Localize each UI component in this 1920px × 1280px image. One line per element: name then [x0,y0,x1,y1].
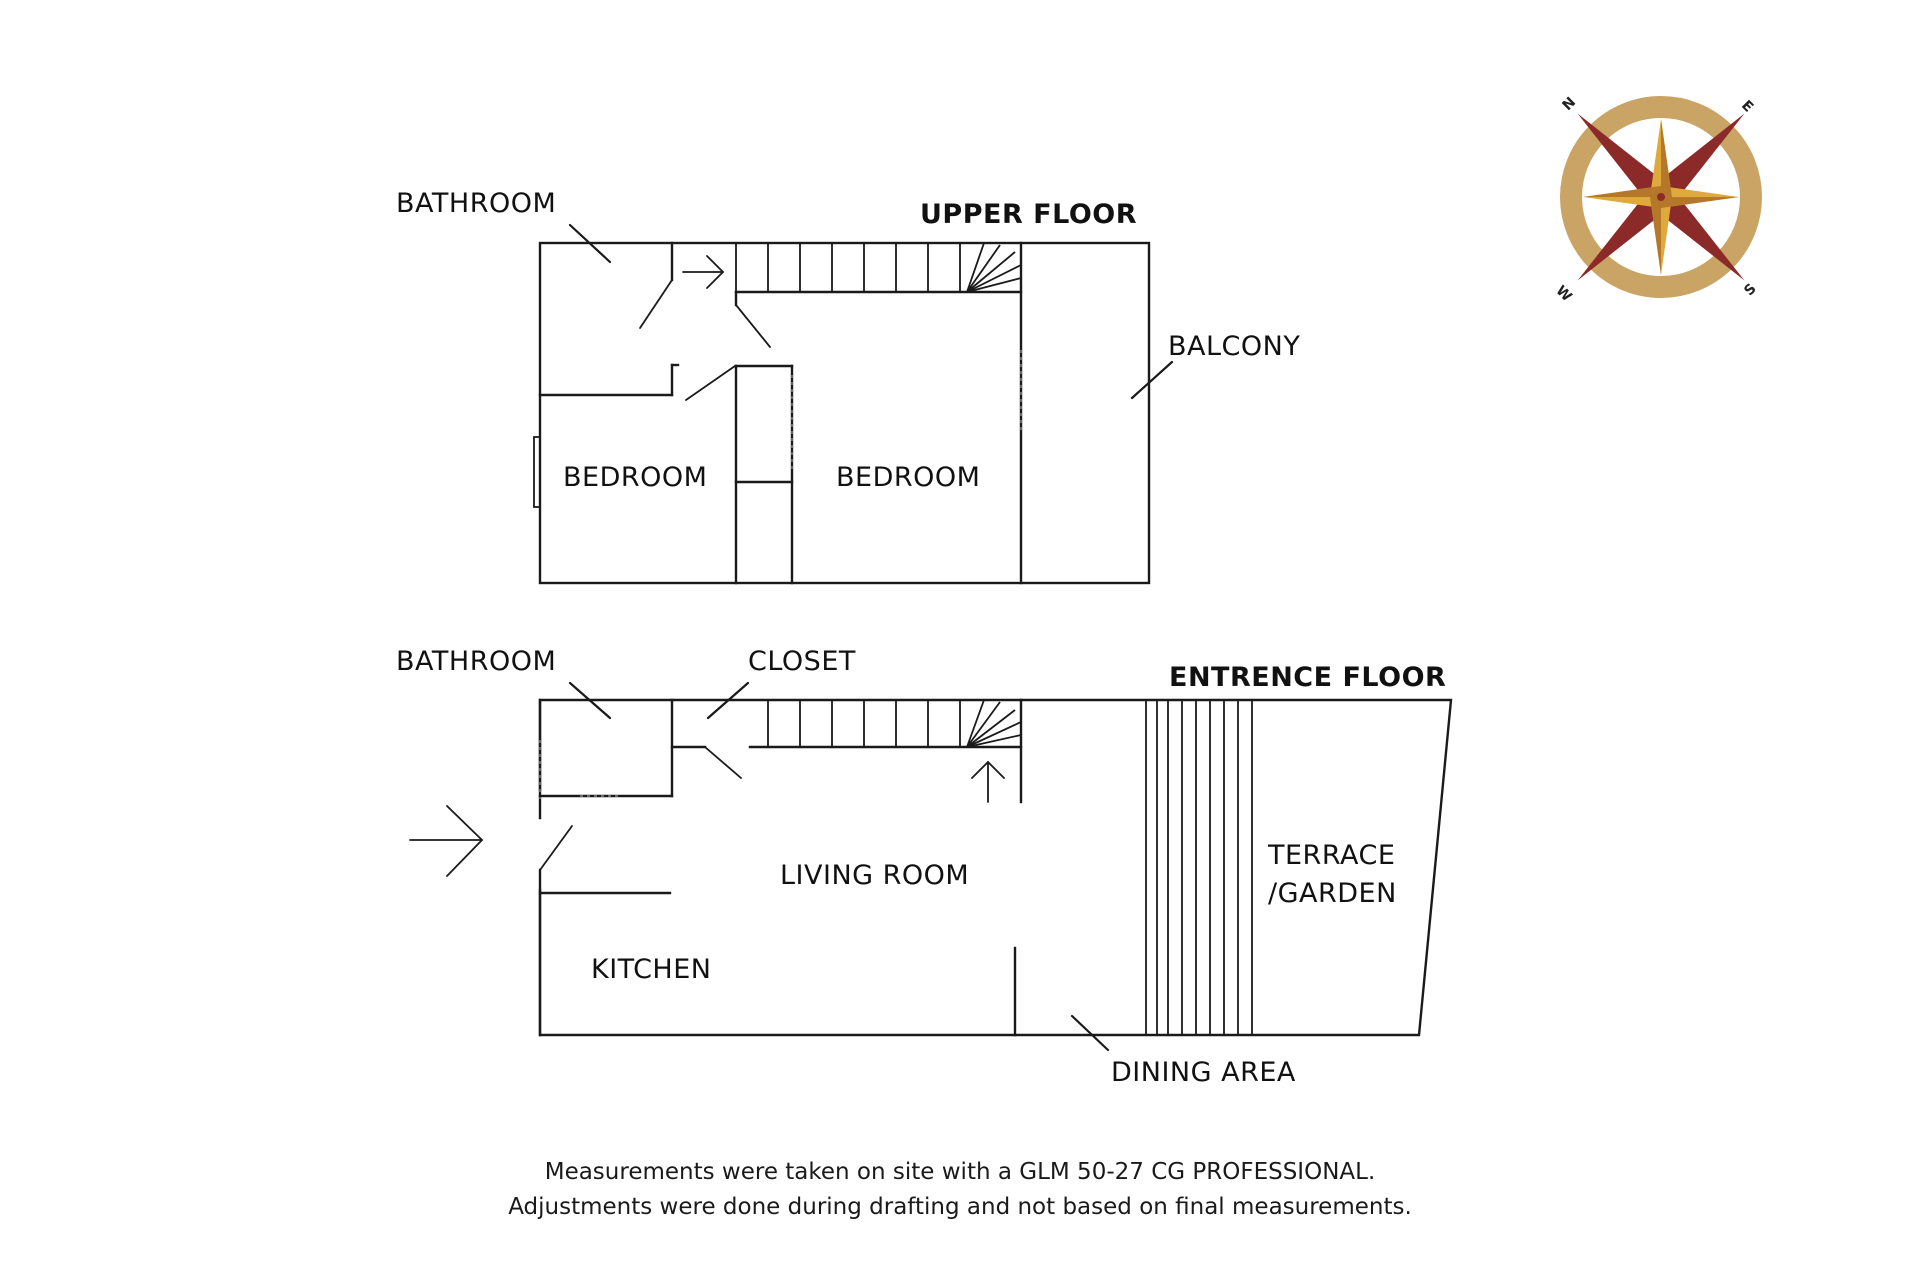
upper-bathroom-label: BATHROOM [396,188,557,219]
entrance-bathroom-label: BATHROOM [396,646,557,677]
entrance-door [540,826,572,1035]
dining-area-label: DINING AREA [1111,1057,1296,1088]
terrace-label-line1: TERRACE [1268,840,1396,871]
entrance-arrow-icon [410,806,482,876]
compass-south-label: S [1741,280,1760,300]
upper-bathroom-walls [540,243,678,395]
compass-west-label: W [1552,282,1575,306]
dining-area-leader [1072,1016,1108,1050]
compass-north-label: N [1559,94,1580,114]
footnote-line-1: Measurements were taken on site with a GLM 50-27 CG PROFESSIONAL. [544,1159,1376,1185]
compass-east-label: E [1738,97,1757,116]
upper-floor-title: UPPER FLOOR [920,199,1138,230]
upper-stair-arrow-icon [683,256,723,288]
upper-staircase [736,243,1021,292]
entrance-staircase [750,700,1021,802]
upper-floor-plan [396,188,1300,583]
closet-label: CLOSET [748,646,856,677]
footnote-line-2: Adjustments were done during drafting and not based on final measurements. [508,1194,1412,1220]
living-room-label: LIVING ROOM [780,860,970,891]
upper-bedroom-left-label: BEDROOM [563,462,708,493]
balcony-label: BALCONY [1168,331,1301,362]
terrace-steps [1146,700,1252,1035]
compass-rose-icon [1494,30,1828,364]
entrance-floor-title: ENTRENCE FLOOR [1169,662,1447,693]
entrance-bathroom-walls [540,700,741,893]
kitchen-label: KITCHEN [591,954,712,985]
terrace-label-line2: /GARDEN [1268,878,1397,909]
upper-bedroom-right-label: BEDROOM [836,462,981,493]
upper-floor-outline [540,243,1149,583]
entrance-stair-arrow-icon [972,762,1004,802]
balcony-leader [1132,362,1172,398]
upper-corridor-walls [686,292,792,583]
entrance-floor-plan [396,646,1451,1088]
